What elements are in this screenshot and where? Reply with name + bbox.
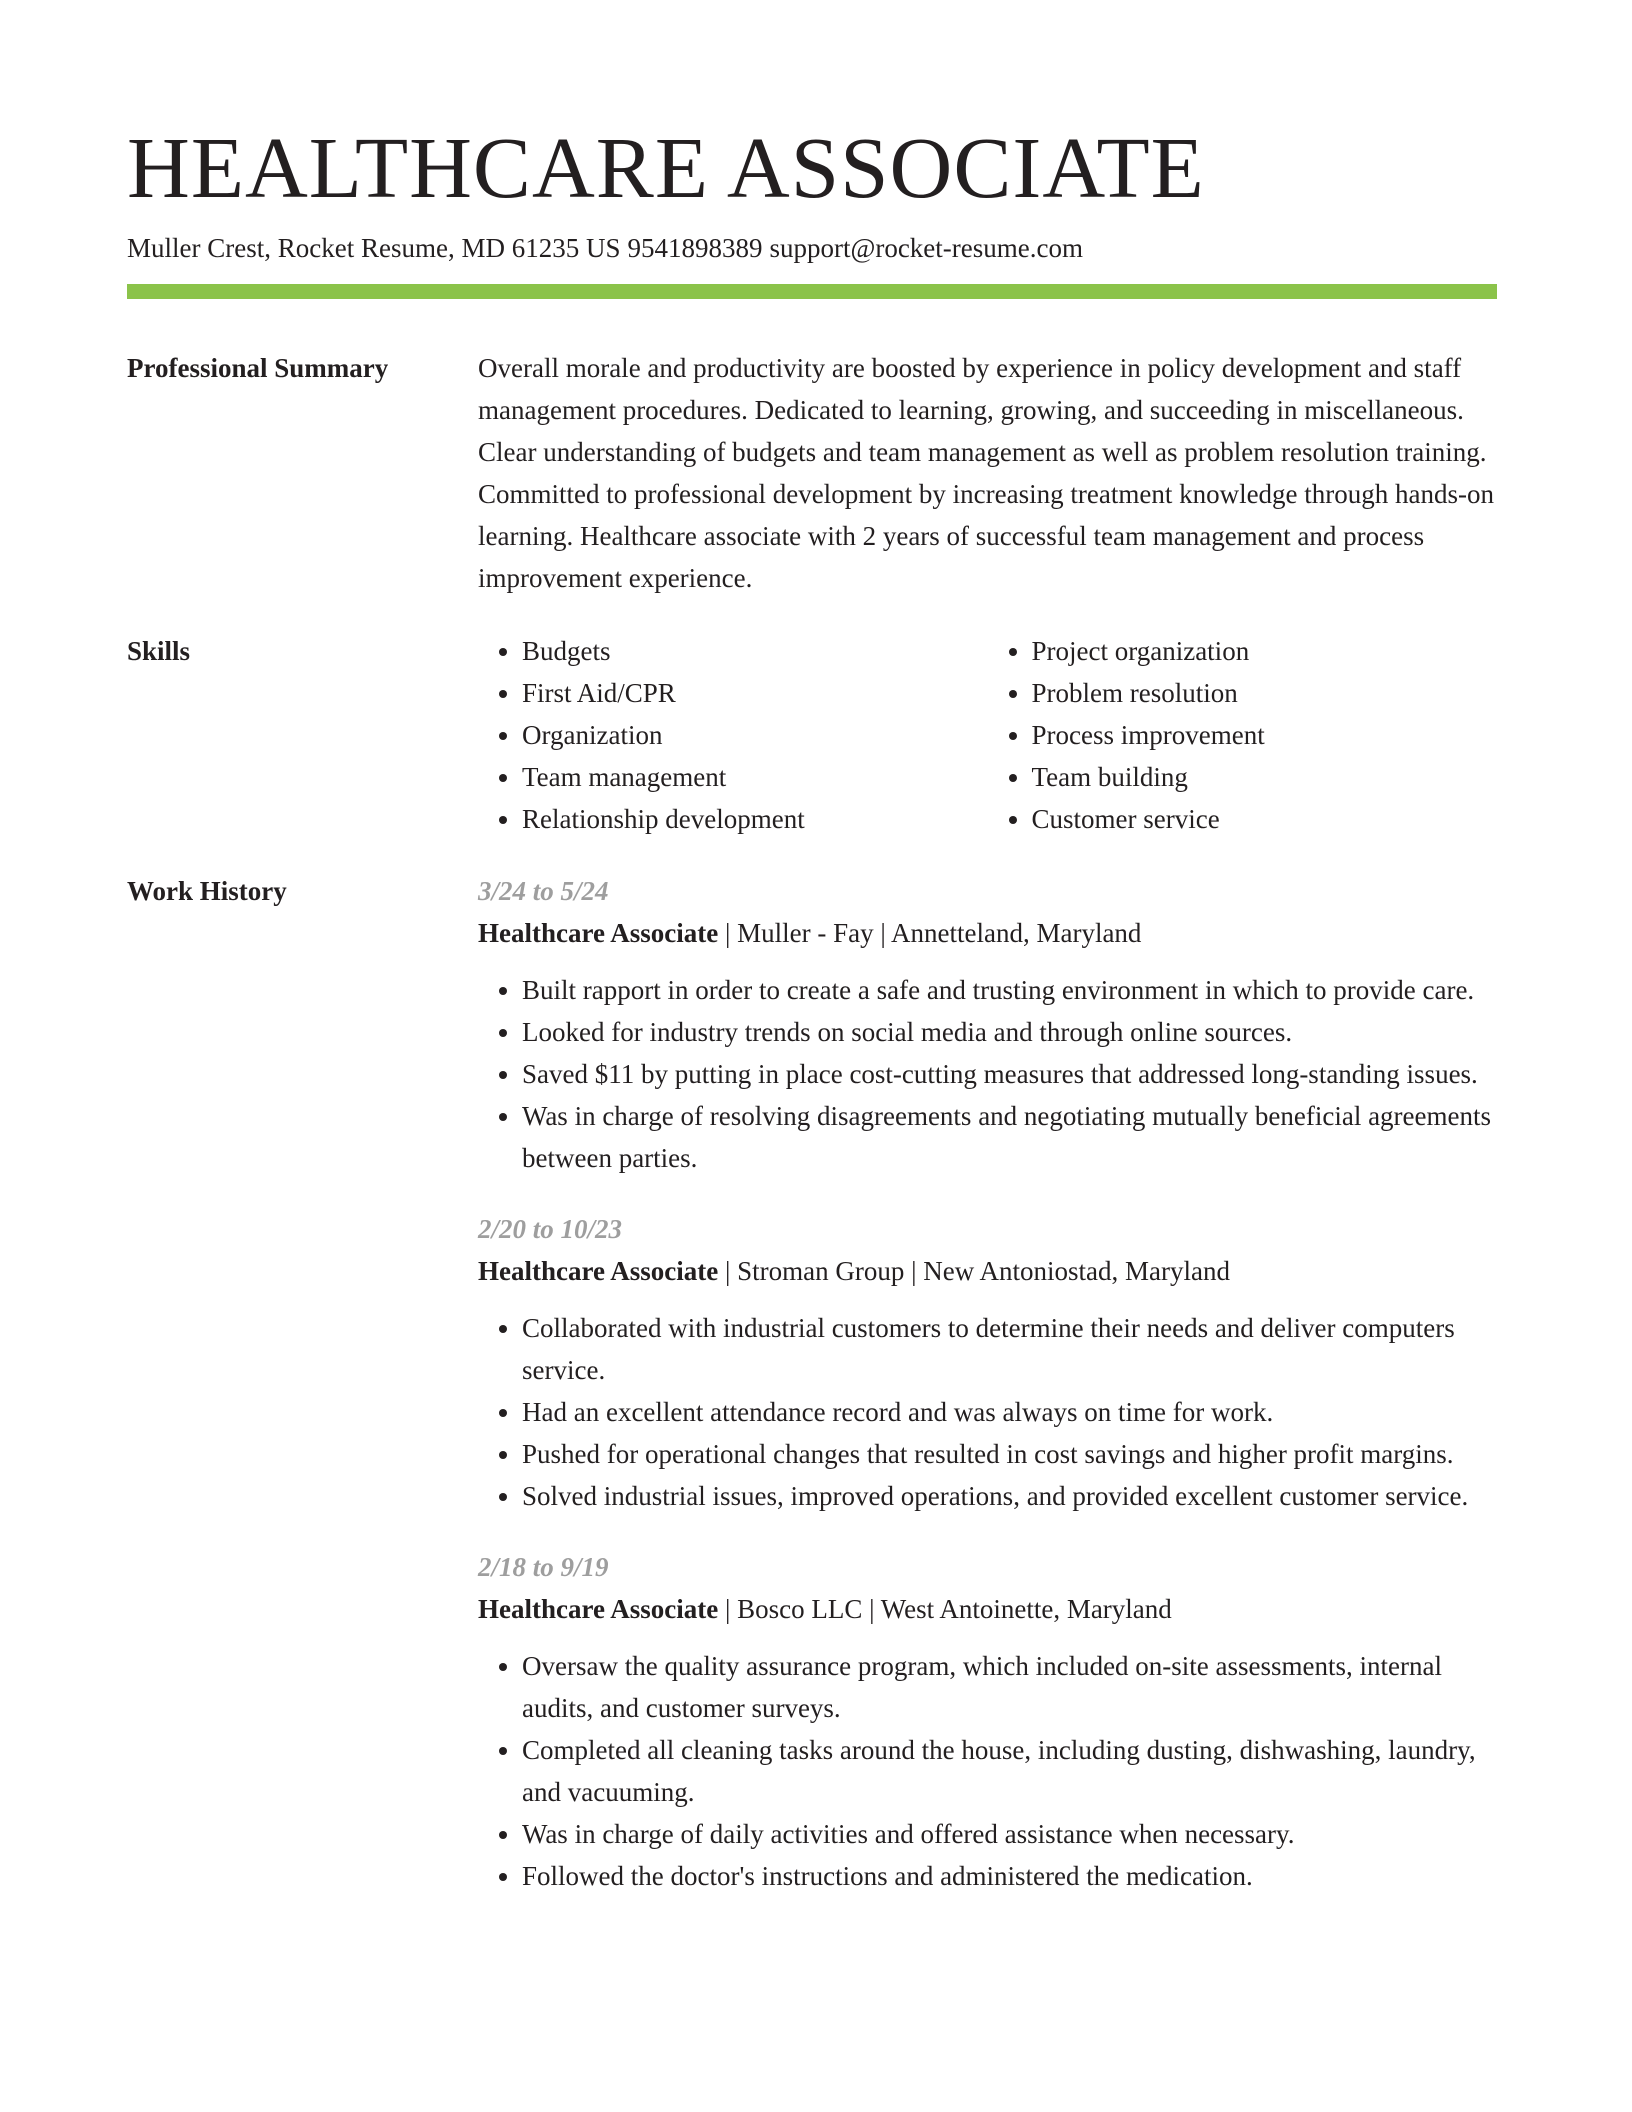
job-bullet: • Completed all cleaning tasks around the house, including dusting, dishwashing, laundry, and vacuuming. (522, 1729, 1497, 1813)
summary-text: Overall morale and productivity are boosted by experience in policy development and staff management procedures. Dedicated to learning, growing, and succeeding in miscellaneous. Clear understanding of budgets and team management as well as problem resolution training. Committed to professional development by increasing treatment knowledge through hands-on learning. Healthcare associate with 2 years of successful team management and process improvement experience. (478, 353, 1495, 593)
job-bullet: • Solved industrial issues, improved operations, and provided excellent customer service. (522, 1475, 1497, 1517)
contact-phone: 9541898389 (627, 233, 763, 263)
job-header (478, 912, 1497, 954)
job-dates: 2/18 to 9/19 (478, 1552, 609, 1582)
job-bullet: • Built rapport in order to create a safe and trusting environment in which to provide care. (522, 969, 1497, 1011)
job-title: Healthcare Associate (478, 1256, 719, 1286)
skills-list-left (478, 630, 988, 840)
skill-item: • Process improvement (1032, 714, 1498, 756)
job-header (478, 1588, 1497, 1630)
job-bullet: • Looked for industry trends on social media and through online sources. (522, 1011, 1497, 1053)
contact-email: support@rocket-resume.com (769, 233, 1083, 263)
skill-item: • Customer service (1032, 798, 1498, 840)
job-bullet: • Oversaw the quality assurance program, which included on-site assessments, internal audits, and customer surveys. (522, 1645, 1497, 1729)
resume-name: HEALTHCARE ASSOCIATE (127, 119, 1205, 216)
job-bullet: • Collaborated with industrial customers to determine their needs and deliver computers service. (522, 1307, 1497, 1391)
job-dates: 2/20 to 10/23 (478, 1214, 623, 1244)
job-bullets (478, 1307, 1497, 1517)
job-bullet: • Saved $11 by putting in place cost-cutting measures that addressed long-standing issues. (522, 1053, 1497, 1095)
skill-item: • First Aid/CPR (522, 672, 988, 714)
job-dates: 3/24 to 5/24 (478, 876, 609, 906)
skill-item: • Project organization (1032, 630, 1498, 672)
work-heading: Work History (127, 876, 287, 906)
job-entry (478, 1208, 1497, 1517)
skills-heading: Skills (127, 636, 191, 666)
skill-item: • Team building (1032, 756, 1498, 798)
skill-item: • Budgets (522, 630, 988, 672)
job-entry (478, 1546, 1497, 1897)
job-details: | Stroman Group | New Antoniostad, Maryland (718, 1256, 1230, 1286)
job-bullets (478, 1645, 1497, 1897)
skill-item: • Team management (522, 756, 988, 798)
job-details: | Bosco LLC | West Antoinette, Maryland (718, 1594, 1172, 1624)
contact-line (127, 230, 1083, 266)
job-bullet: • Pushed for operational changes that resulted in cost savings and higher profit margins. (522, 1433, 1497, 1475)
job-bullet: • Was in charge of resolving disagreements and negotiating mutually beneficial agreements between parties. (522, 1095, 1497, 1179)
work-body (478, 870, 1497, 1926)
job-bullet: • Had an excellent attendance record and was always on time for work. (522, 1391, 1497, 1433)
header-divider (127, 284, 1497, 299)
job-title: Healthcare Associate (478, 1594, 719, 1624)
skills-list-right (988, 630, 1498, 840)
job-bullets (478, 969, 1497, 1179)
skill-item: • Problem resolution (1032, 672, 1498, 714)
job-details: | Muller - Fay | Annetteland, Maryland (718, 918, 1142, 948)
job-bullet: • Was in charge of daily activities and offered assistance when necessary. (522, 1813, 1497, 1855)
skill-item: • Organization (522, 714, 988, 756)
job-title: Healthcare Associate (478, 918, 719, 948)
job-bullet: • Followed the doctor's instructions and administered the medication. (522, 1855, 1497, 1897)
skill-item: • Relationship development (522, 798, 988, 840)
job-entry (478, 870, 1497, 1179)
skills-body (478, 630, 1497, 840)
summary-body (478, 347, 1497, 599)
summary-heading: Professional Summary (127, 353, 389, 383)
contact-address: Muller Crest, Rocket Resume, MD 61235 US (127, 233, 621, 263)
job-header (478, 1250, 1497, 1292)
skills-grid (478, 630, 1497, 840)
